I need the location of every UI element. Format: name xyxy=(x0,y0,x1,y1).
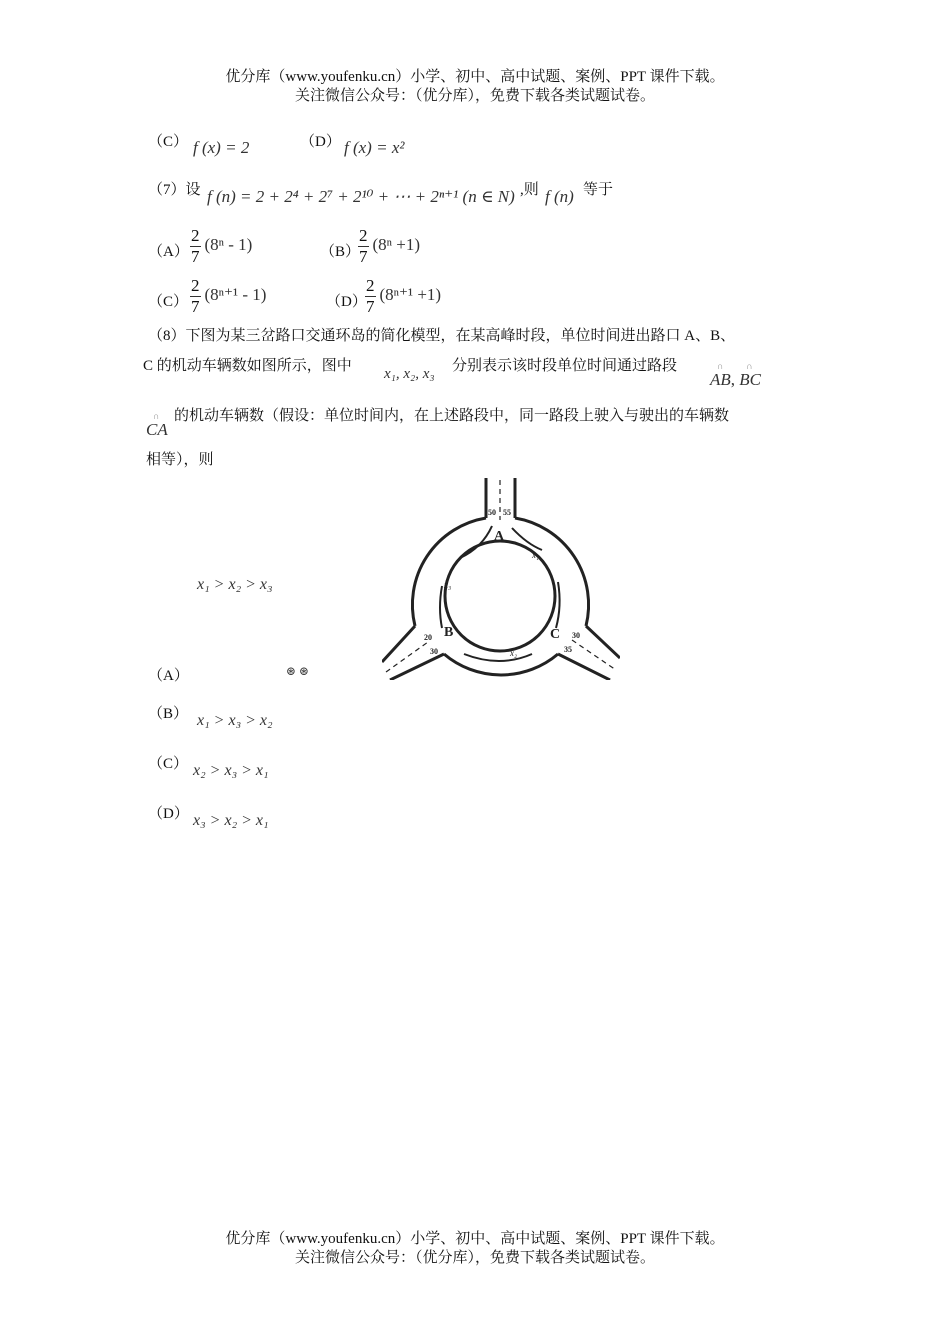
road-c-lower-edge xyxy=(558,654,610,680)
q8-arcs-ab-bc: ∩ AB, ∩ BC xyxy=(710,361,762,389)
arc-ab: ∩ AB xyxy=(710,361,731,389)
q8-line-1: （8）下图为某三岔路口交通环岛的简化模型，在某高峰时段，单位时间进出路口 A、B、 xyxy=(148,328,736,344)
flow-label: 30 xyxy=(430,647,438,656)
q7-option-c-label: （C） xyxy=(148,294,189,310)
q8-option-b-label: （B） xyxy=(148,706,189,722)
lane-divider-b xyxy=(386,642,428,672)
fraction: $\frac{2}{7}$ xyxy=(191,226,200,266)
flow-arrow-x3 xyxy=(440,586,442,628)
footer-line-1: 优分库（www.youfenku.cn）小学、初中、高中试题、案例、PPT 课件下载。 xyxy=(225,1231,725,1247)
flow-label: 50 xyxy=(488,508,496,517)
page-header xyxy=(0,68,950,106)
header-line-1: 优分库（www.youfenku.cn）小学、初中、高中试题、案例、PPT 课件下载。 xyxy=(225,69,725,85)
q6-d-expr: f (x) = x² xyxy=(344,138,405,157)
q6-c-expr: f (x) = 2 xyxy=(193,138,250,157)
q8-arc-ca: ∩ CA xyxy=(146,411,168,439)
flow-label: 30 xyxy=(572,631,580,640)
node-a: A xyxy=(494,529,505,544)
q8-vars: x₁, x₂, x₃ xyxy=(384,366,435,382)
q7-prefix: （7）设 xyxy=(148,182,201,198)
node-b: B xyxy=(444,625,454,640)
flow-label: 55 xyxy=(503,508,511,517)
q8-option-a-expr: x₁ > x₂ > x₃ xyxy=(197,576,273,593)
q8-option-d-label: （D） xyxy=(148,806,189,822)
page-footer xyxy=(0,1230,950,1268)
q8-line-2b: 分别表示该时段单位时间通过路段 xyxy=(452,358,678,374)
q7-option-b-label: （B） xyxy=(320,244,361,260)
roundabout-diagram xyxy=(382,478,620,680)
flow-label: 35 xyxy=(564,645,572,654)
road-b-upper-edge xyxy=(382,626,415,662)
q8-option-b-expr: x₁ > x₃ > x₂ xyxy=(197,712,273,729)
flow-arrow-x2 xyxy=(464,654,532,661)
q7-suffix: 等于 xyxy=(583,182,614,198)
q7-option-a: $\frac{2}{7}$ (8ⁿ - 1) xyxy=(191,226,253,266)
q8-line-4: 相等），则 xyxy=(146,452,214,468)
footer-line-2: 关注微信公众号：（优分库），免费下载各类试题试卷。 xyxy=(294,1250,655,1266)
fraction: $\frac{2}{7}$ xyxy=(191,276,200,316)
q7-option-d: $\frac{2}{7}$ (8ⁿ⁺¹ +1) xyxy=(366,276,442,316)
q6-c-label: （C） xyxy=(148,134,189,150)
q8-line-2a: C 的机动车辆数如图所示，图中 xyxy=(143,358,352,374)
var-x1: x₁ xyxy=(532,550,540,560)
q7-option-c: $\frac{2}{7}$ (8ⁿ⁺¹ - 1) xyxy=(191,276,267,316)
road-c-upper-edge xyxy=(586,626,620,658)
q7-option-a-label: （A） xyxy=(148,244,189,260)
q8-option-c-expr: x₂ > x₃ > x₁ xyxy=(193,762,269,779)
road-b-lower-edge xyxy=(390,654,444,680)
q8-option-c-label: （C） xyxy=(148,756,189,772)
q7-expr: f (n) = 2 + 2⁴ + 2⁷ + 2¹⁰ + ⋯ + 2ⁿ⁺¹ (n ∈ N) xyxy=(207,187,515,206)
q6-d-label: （D） xyxy=(300,134,341,150)
q8-line-3: 的机动车辆数（假设：单位时间内，在上述路段中，同一路段上驶入与驶出的车辆数 xyxy=(174,408,730,424)
flow-arrow-c-up xyxy=(556,582,560,628)
q8-option-d-expr: x₃ > x₂ > x₁ xyxy=(193,812,269,829)
var-x3: x₃ xyxy=(444,580,452,590)
q8-option-a-glyph: ⊛ ⊛ xyxy=(286,664,310,678)
header-line-2: 关注微信公众号：（优分库），免费下载各类试题试卷。 xyxy=(294,88,655,104)
flow-label: 20 xyxy=(424,633,432,642)
fraction: $\frac{2}{7}$ xyxy=(366,276,375,316)
fraction: $\frac{2}{7}$ xyxy=(359,226,368,266)
q7-option-d-label: （D） xyxy=(326,294,367,310)
q7-then: ,则 xyxy=(520,182,539,198)
var-x2: x₂ xyxy=(510,648,518,658)
outer-ring-bottom xyxy=(444,654,558,675)
arc-bc: ∩ BC xyxy=(739,361,762,389)
q7-option-b: $\frac{2}{7}$ (8ⁿ +1) xyxy=(359,226,421,266)
q8-option-a-label: （A） xyxy=(148,668,189,684)
node-c: C xyxy=(550,627,561,642)
q7-fn: f (n) xyxy=(545,187,574,206)
